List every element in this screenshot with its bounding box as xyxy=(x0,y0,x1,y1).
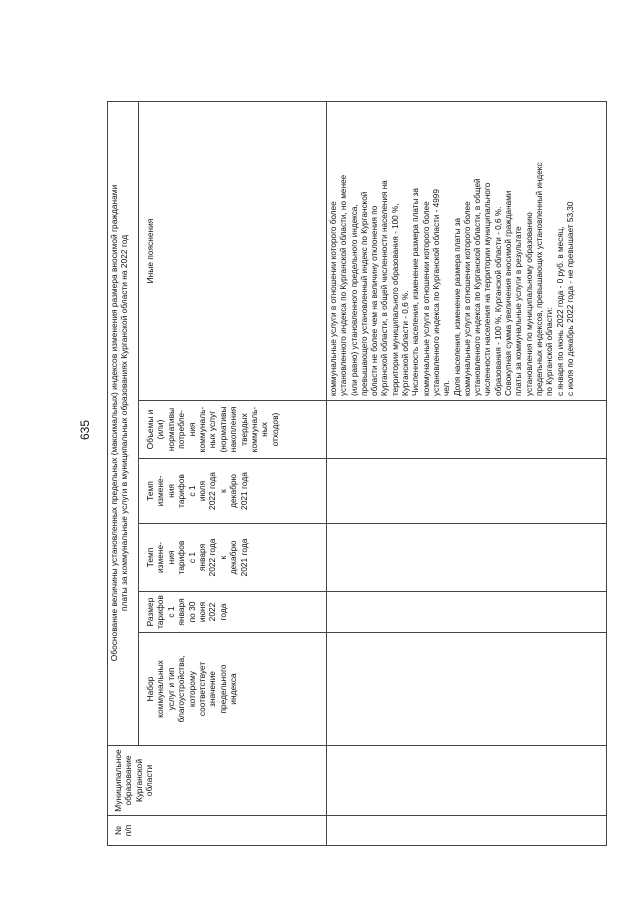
col-volumes-header: Объемы и (или) нормативы потребле- ния коммуналь- ных услуг (нормативы накопления твердых коммуналь- ных отходов) xyxy=(145,406,280,453)
col-rate-jan-header: Темп измене- ния тарифов с 1 января 2022 года к декабрю 2021 года xyxy=(145,538,249,577)
page-number: 635 xyxy=(78,419,92,440)
notes-text: коммунальные услуги в отношении которого более установленного индекса по Курганской области, но менее (или равно) установленного предельного индекса, превышающего установленный индекс по Курганской области не более чем на величину отклонения по Курганской области, в общей численности населения на территории муниципального образования - 100 %, Курганской области - 0,6 %. Численность населения, изменение размера платы за коммунальные услуги в отношении которого более установленного индекса по Курганской области - 4999 чел. Доля населения, изменение размера платы за коммунальные услуги в отношении которого более установленного индекса по Курганской области, в общей численности населения на территории муниципального образования - 100 %, Курганской области - 0,6 %. Совокупная сумма увеличения вносимой гражданами платы за коммунальные услуги в результате установления по муниципальному образованию предельных индексов, превышающих установленный индекс по Курганской области: с января по июнь 2022 года - 0 руб. в месяц, с июля по декабрь 2022 года - не превышает 53,30 xyxy=(329,162,575,396)
col-number-header: № п/п xyxy=(113,824,134,837)
col-services-header: Набор коммунальных услуг и тип благоустройства, которому соответствует значение предельного индекса xyxy=(145,655,239,723)
justification-table xyxy=(107,101,607,846)
rotated-page xyxy=(107,101,607,846)
col-notes-header: Иные пояснения xyxy=(145,218,155,284)
col-municipality-header: Муниципальное образование Курганской области xyxy=(113,749,155,812)
col-tariff-size-header: Размер тарифов с 1 января по 30 июня 2022 года xyxy=(145,595,228,629)
col-rate-jul-header: Темп измене- ния тарифов с 1 июля 2022 года к декабрю 2021 года xyxy=(145,472,249,510)
group-header: Обоснование величины установленных предельных (максимальных) индексов изменения размера вносимой гражданами платы за коммунальные услуги в муниципальных образованиях Курганской области на 2022 год xyxy=(109,184,130,662)
